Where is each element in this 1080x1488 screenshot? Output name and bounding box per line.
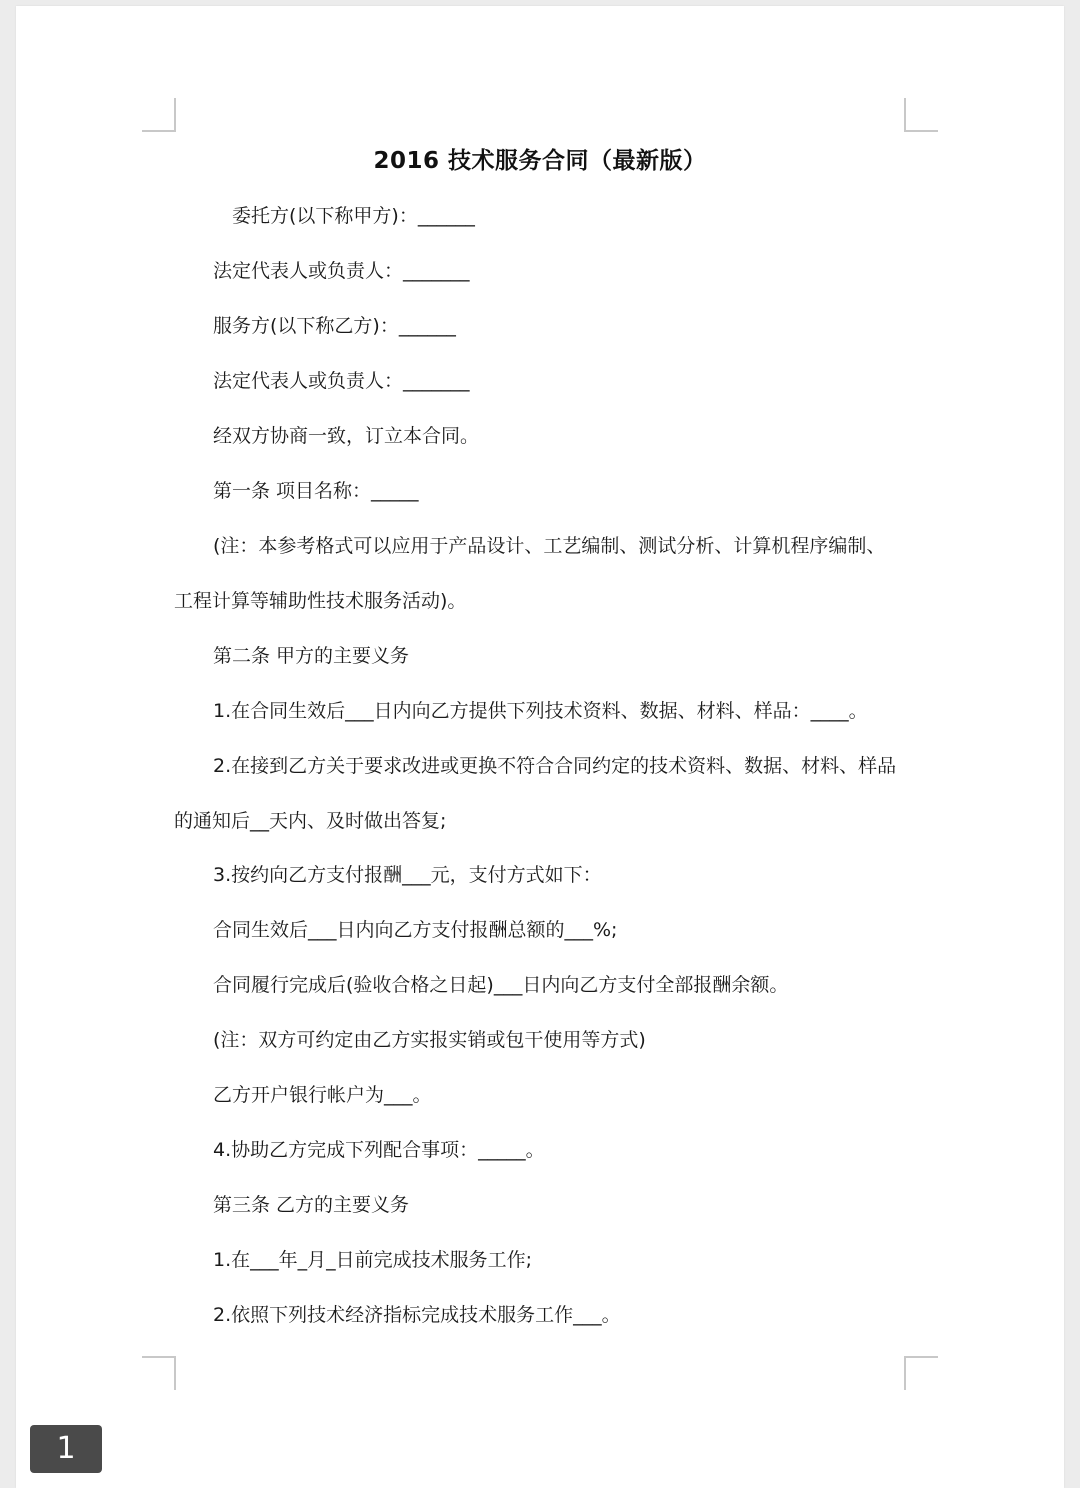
paragraph-provider-representative: 法定代表人或负责人：_______ bbox=[213, 370, 470, 392]
margin-mark-top-right bbox=[904, 98, 938, 132]
note-scope-line-1: (注：本参考格式可以应用于产品设计、工艺编制、测试分析、计算机程序编制、 bbox=[213, 535, 886, 557]
article-1-heading: 第一条 项目名称：_____ bbox=[213, 480, 419, 502]
article-3-item-1: 1.在___年_月_日前完成技术服务工作; bbox=[213, 1249, 533, 1271]
payment-balance: 合同履行完成后(验收合格之日起)___日内向乙方支付全部报酬余额。 bbox=[213, 974, 789, 996]
margin-mark-top-left bbox=[142, 98, 176, 132]
paragraph-provider: 服务方(以下称乙方)：______ bbox=[213, 315, 456, 337]
article-2-item-2-line-1: 2.在接到乙方关于要求改进或更换不符合合同约定的技术资料、数据、材料、样品 bbox=[213, 755, 897, 777]
paragraph-client-representative: 法定代表人或负责人：_______ bbox=[213, 260, 470, 282]
document-page bbox=[16, 6, 1064, 1488]
article-3-item-2: 2.依照下列技术经济指标完成技术服务工作___。 bbox=[213, 1304, 621, 1326]
article-2-item-3: 3.按约向乙方支付报酬___元，支付方式如下： bbox=[213, 864, 602, 886]
margin-mark-bottom-left bbox=[142, 1356, 176, 1390]
article-3-heading: 第三条 乙方的主要义务 bbox=[213, 1194, 410, 1216]
note-payment: (注：双方可约定由乙方实报实销或包干使用等方式) bbox=[213, 1029, 646, 1051]
margin-mark-bottom-right bbox=[904, 1356, 938, 1390]
page-number-indicator[interactable]: 1 bbox=[30, 1425, 102, 1473]
bank-account: 乙方开户银行帐户为___。 bbox=[213, 1084, 432, 1106]
article-2-item-1: 1.在合同生效后___日内向乙方提供下列技术资料、数据、材料、样品：____。 bbox=[213, 700, 868, 722]
article-2-item-2-line-2: 的通知后__天内、及时做出答复; bbox=[174, 810, 447, 832]
paragraph-agreement: 经双方协商一致，订立本合同。 bbox=[213, 425, 480, 447]
article-2-item-4: 4.协助乙方完成下列配合事项：_____。 bbox=[213, 1139, 545, 1161]
payment-advance: 合同生效后___日内向乙方支付报酬总额的___%; bbox=[213, 919, 618, 941]
note-scope-line-2: 工程计算等辅助性技术服务活动)。 bbox=[174, 590, 467, 612]
document-title: 2016 技术服务合同（最新版） bbox=[373, 148, 707, 174]
paragraph-client: 委托方(以下称甲方)：______ bbox=[232, 205, 475, 227]
article-2-heading: 第二条 甲方的主要义务 bbox=[213, 645, 410, 667]
